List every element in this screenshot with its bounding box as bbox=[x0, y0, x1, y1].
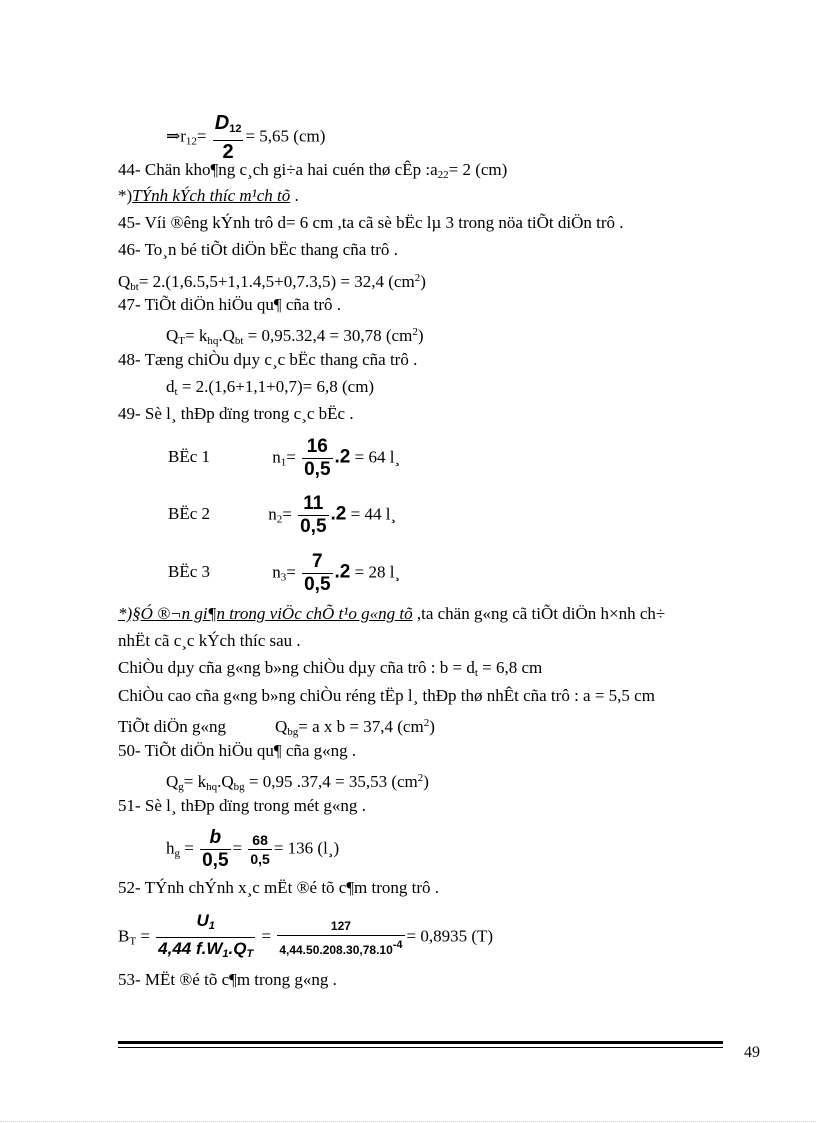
fraction-127-over-denom: $\frac{127}{4,44.50.208.30,78.10^{-4}}$ bbox=[279, 918, 403, 957]
formula-dt: $d_t = 2.(1,6+1,1+0,7)= 6,8$ (cm) bbox=[166, 377, 375, 398]
fraction-u1-over-denom: $\frac{U_1}{4,44 f.W_1.Q_T}$ bbox=[156, 910, 255, 965]
item-44: 44- Chän kho¶ng c¸ch gi÷a hai cuén thø cÊp $:a_{22}= 2$ (cm) bbox=[118, 160, 508, 181]
item-47: 47- TiÕt diÖn hiÖu qu¶ cña trô . bbox=[118, 295, 342, 314]
item-48: 48- Tæng chiÒu dµy c¸c bËc thang cña trô . bbox=[118, 350, 418, 369]
step-fraction: $\frac{16}{0,5}$ bbox=[304, 436, 331, 480]
page-number: 49 bbox=[744, 1044, 760, 1061]
item-50: 50- TiÕt diÖn hiÖu qu¶ cña g«ng . bbox=[118, 741, 357, 760]
yoke-height: ChiÒu cao cña g«ng b»ng chiÒu réng tËp l¸ thÐp thø nhÊt cña trô : a = 5,5 cm bbox=[118, 686, 655, 705]
yoke-thickness: ChiÒu dµy cña g«ng b»ng chiÒu dµy cña trô : $b = d_t = 6,8$ cm bbox=[118, 658, 543, 679]
formula-qbt: $Q_{bt}= 2.(1,6.5,5+1,1.4,5+0,7.3,5) = 32,4$ $(cm^2)$ bbox=[118, 272, 426, 293]
item-46: 46- To¸n bé tiÕt diÖn bËc thang cña trô . bbox=[118, 240, 398, 259]
footer-rule-thin bbox=[118, 1047, 723, 1048]
formula-qg: $Q_g= k_{hq}.Q_{bg} = 0,95$ .37,4 = 35,53 $(cm^2)$ bbox=[166, 772, 429, 793]
item-53: 53- MËt ®é tõ c¶m trong g«ng . bbox=[118, 970, 337, 989]
item-45: 45- Víi ®êng kÝnh trô d= 6 cm ,ta cã sè bËc lµ 3 trong nöa tiÕt diÖn trô . bbox=[118, 213, 624, 232]
step-row: BËc 2 $n_2=$ $\frac{11}{0,5}$ .2 = 44 l¸ bbox=[168, 493, 397, 537]
page-edge bbox=[0, 1121, 816, 1122]
section-yoke-cont: nhËt cã c¸c kÝch thíc sau . bbox=[118, 631, 301, 650]
step-row: BËc 1 $n_1=$ $\frac{16}{0,5}$ .2 = 64 l¸ bbox=[168, 436, 401, 480]
section-yoke: *)§Ó ®¬n gi¶n trong viÖc chÕ t¹o g«ng tõ ,ta chän g«ng cã tiÕt diÖn h×nh ch÷ bbox=[118, 604, 666, 623]
item-49: 49- Sè l¸ thÐp dïng trong c¸c bËc . bbox=[118, 404, 354, 423]
yoke-cross-section: TiÕt diÖn g«ng $Q_{bg}= a$ x b = 37,4 $(cm^2)$ bbox=[118, 717, 435, 738]
fraction-68-over-05: $\frac{68}{0,5}$ bbox=[250, 832, 270, 867]
section-core-size: *)TÝnh kÝch thíc m¹ch tõ . bbox=[118, 186, 299, 205]
item-51: 51- Sè l¸ thÐp dïng trong mét g«ng . bbox=[118, 796, 366, 815]
fraction-b-over-05: $\frac{b}{0,5}$ bbox=[202, 827, 229, 871]
formula-r12: $\Rightarrow r_{12}=$ $\frac{D_{12}}{2}$ = 5,65 (cm) bbox=[166, 112, 326, 163]
formula-qt: $Q_T= k_{hq}.Q_{bt} = 0,95.32,4 = 30,78$ $(cm^2)$ bbox=[166, 326, 424, 347]
formula-hg: $h_g$ = $\frac{b}{0,5}$ = $\frac{68}{0,5}$ = 136 (l¸) bbox=[166, 827, 340, 871]
fraction-d12-over-2: $\frac{D_{12}}{2}$ bbox=[214, 112, 242, 163]
footer-rule-thick bbox=[118, 1041, 723, 1044]
step-fraction: $\frac{7}{0,5}$ bbox=[304, 551, 331, 595]
step-fraction: $\frac{11}{0,5}$ bbox=[300, 493, 327, 537]
item-52: 52- TÝnh chÝnh x¸c mËt ®é tõ c¶m trong trô . bbox=[118, 878, 440, 897]
step-row: BËc 3 $n_3=$ $\frac{7}{0,5}$ .2 = 28 l¸ bbox=[168, 551, 401, 595]
formula-bt: $B_T$ = $\frac{U_1}{4,44 f.W_1.Q_T}$ = $\frac{127}{4,44.50.208.30,78.10^{-4}}$ = 0,8935 (T) bbox=[118, 910, 493, 965]
